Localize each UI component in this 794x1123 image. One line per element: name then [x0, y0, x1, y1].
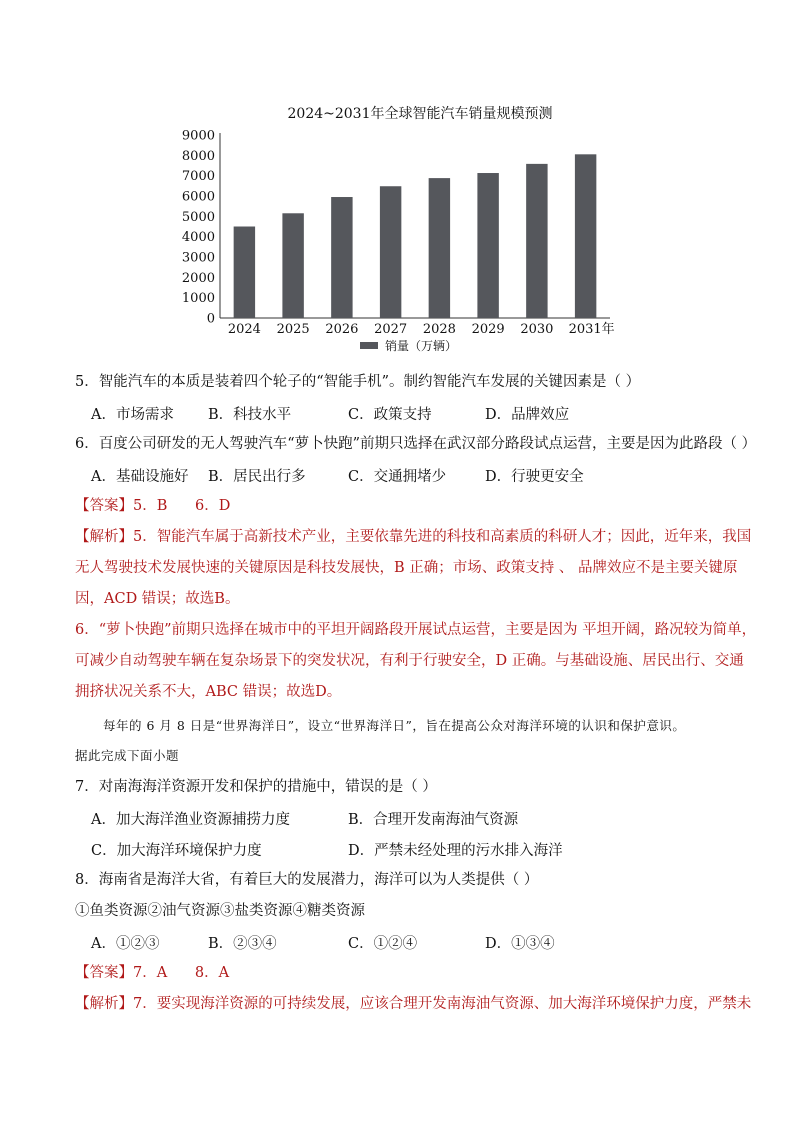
material-intro-line-1: 每年的 6 月 8 日是“世界海洋日”，设立“世界海洋日”，旨在提高公众对海洋环境的认识和保护意识。 — [103, 718, 686, 733]
x-tick-label: 2029 — [471, 322, 505, 337]
chart-title: 2024~2031年全球智能汽车销量规模预测 — [287, 106, 553, 122]
q8-items: ①鱼类资源②油气资源③盐类资源④糖类资源 — [75, 903, 365, 919]
q8-option-c: C．①②④ — [348, 936, 418, 952]
q6-option-c: C．交通拥堵少 — [348, 469, 447, 485]
y-tick-label: 4000 — [181, 230, 215, 246]
analysis-line-4: 6．“萝卜快跑”前期只选择在城市中的平坦开阔路段开展试点运营，主要是因为 平坦开阔，路况较为简单， — [75, 622, 757, 638]
y-tick-label: 2000 — [181, 270, 215, 286]
analysis-text: 5．智能汽车属于高新技术产业，主要依靠先进的科技和高素质的科研人才；因此，近年来，我国 — [133, 529, 752, 545]
y-tick-label: 3000 — [181, 250, 215, 266]
y-tick-label: 5000 — [181, 209, 215, 225]
q6-option-b: B．居民出行多 — [208, 469, 306, 485]
analysis-line-1 — [75, 527, 751, 547]
answer-block-1 — [75, 496, 230, 516]
question-5-stem: 5．智能汽车的本质是装着四个轮子的“智能手机”。制约智能汽车发展的关键因素是（ ） — [75, 374, 641, 390]
y-tick-label: 9000 — [181, 128, 215, 144]
q8-option-a: A．①②③ — [91, 936, 160, 952]
q7-option-a: A．加大海洋渔业资源捕捞力度 — [91, 812, 290, 828]
y-tick-label: 8000 — [181, 148, 215, 164]
x-tick-label: 2027 — [374, 322, 408, 337]
q6-option-a: A．基础设施好 — [91, 469, 189, 485]
x-tick-label: 2030 — [520, 322, 554, 337]
analysis-line-6: 拥挤状况关系不大，ABC 错误；故选D。 — [75, 684, 342, 700]
q6-option-d: D．行驶更安全 — [485, 469, 584, 485]
sales-chart — [170, 100, 620, 362]
bar — [380, 186, 401, 318]
answer-label: 【答案】 — [75, 498, 133, 514]
analysis-text: 7．要实现海洋资源的可持续发展，应该合理开发南海油气资源、加大海洋环境保护力度，严禁未 — [133, 996, 752, 1012]
answer-text: 7．A 8．A — [133, 965, 230, 981]
answer-label: 【答案】 — [75, 965, 133, 981]
analysis-2-line-1 — [75, 994, 751, 1014]
bar — [429, 178, 450, 318]
answer-block-2 — [75, 963, 229, 983]
analysis-line-5: 可减少自动驾驶车辆在复杂场景下的突发状况，有利于行驶安全，D 正确。与基础设施、居民出行、交通 — [75, 653, 744, 669]
y-tick-label: 6000 — [181, 189, 215, 205]
analysis-label: 【解析】 — [75, 529, 133, 545]
analysis-line-3: 因，ACD 错误；故选B。 — [75, 591, 240, 607]
q5-option-a: A．市场需求 — [91, 407, 174, 423]
x-tick-label: 2024 — [227, 322, 261, 337]
bar — [234, 227, 255, 319]
question-8-stem: 8．海南省是海洋大省，有着巨大的发展潜力，海洋可以为人类提供（ ） — [75, 872, 539, 888]
question-6-stem: 6．百度公司研发的无人驾驶汽车“萝卜快跑”前期只选择在武汉部分路段试点运营，主要是因为此路段（ ） — [75, 436, 757, 452]
analysis-label: 【解析】 — [75, 996, 133, 1012]
q5-option-b: B．科技水平 — [208, 407, 292, 423]
y-tick-label: 1000 — [181, 291, 215, 307]
bar — [331, 197, 352, 318]
question-7-stem: 7．对南海海洋资源开发和保护的措施中，错误的是（ ） — [75, 779, 437, 795]
y-tick-label: 7000 — [181, 169, 215, 185]
q7-option-b: B．合理开发南海油气资源 — [348, 812, 519, 828]
analysis-line-2: 无人驾驶技术发展快速的关键原因是科技发展快，B 正确；市场、政策支持 、 品牌效应不是主要关键原 — [75, 560, 738, 576]
y-tick-label: 0 — [206, 311, 215, 327]
q5-option-c: C．政策支持 — [348, 407, 432, 423]
bar — [282, 213, 303, 318]
legend-label: 销量（万辆） — [385, 339, 458, 353]
bar — [526, 164, 547, 318]
q7-option-c: C．加大海洋环境保护力度 — [91, 843, 262, 859]
x-tick-label: 2028 — [422, 322, 456, 337]
x-tick-label: 2031年 — [568, 322, 615, 337]
bar — [477, 173, 498, 318]
answer-text: 5．B 6．D — [133, 498, 231, 514]
x-tick-label: 2026 — [325, 322, 359, 337]
material-intro-line-2: 据此完成下面小题 — [75, 748, 180, 763]
q7-option-d: D．严禁未经处理的污水排入海洋 — [348, 843, 563, 859]
bar — [575, 154, 596, 318]
legend-swatch — [360, 342, 378, 349]
q5-option-d: D．品牌效应 — [485, 407, 570, 423]
q8-option-d: D．①③④ — [485, 936, 555, 952]
bar-chart-svg — [170, 100, 620, 362]
q8-option-b: B．②③④ — [208, 936, 277, 952]
x-tick-label: 2025 — [276, 322, 310, 337]
